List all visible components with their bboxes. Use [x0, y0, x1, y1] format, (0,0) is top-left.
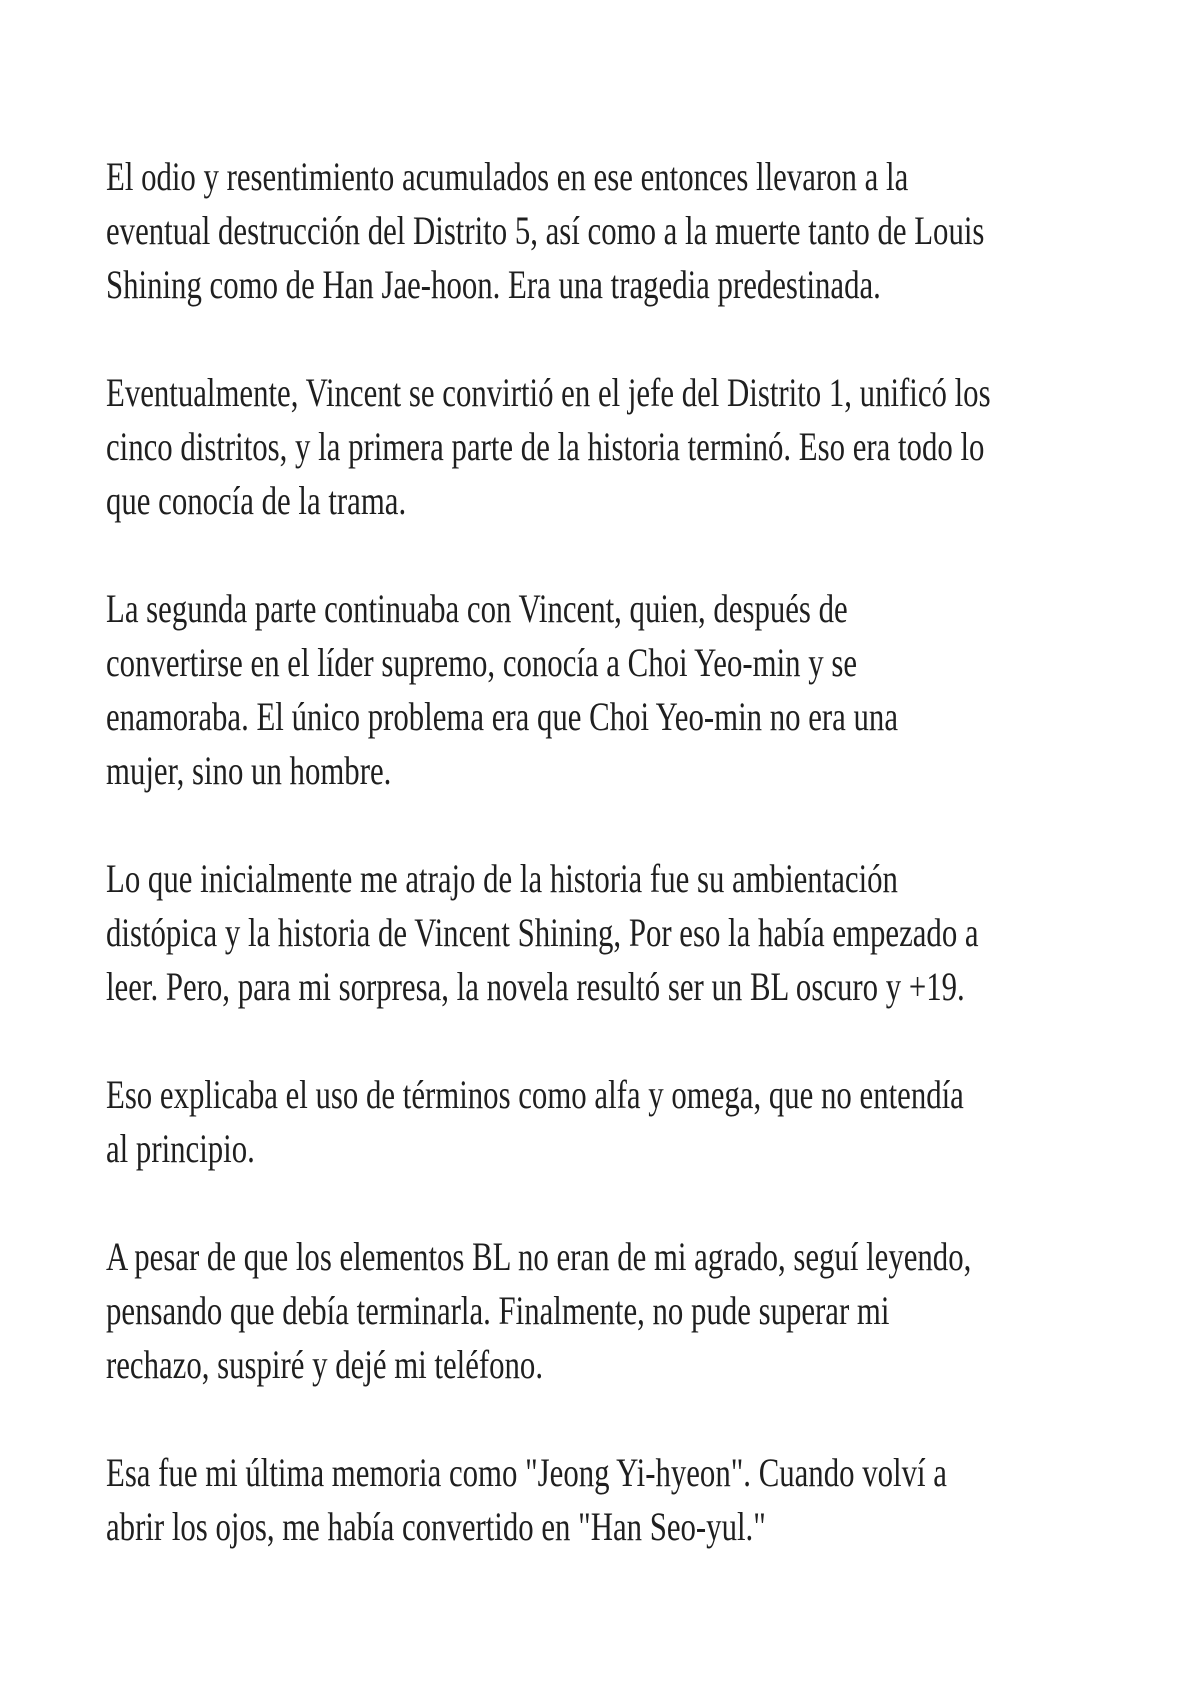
text-line: que conocía de la trama.: [106, 478, 407, 523]
text-line: Esa fue mi última memoria como "Jeong Yi-hyeon". Cuando volví a: [106, 1450, 947, 1495]
text-line: enamoraba. El único problema era que Choi Yeo-min no era una: [106, 694, 899, 739]
text-line: abrir los ojos, me había convertido en "Han Seo-yul.": [106, 1504, 766, 1549]
paragraph-5: [106, 1068, 991, 1176]
paragraph-1: [106, 150, 991, 312]
paragraph-6: [106, 1230, 991, 1392]
text-line: A pesar de que los elementos BL no eran de mi agrado, seguí leyendo,: [106, 1234, 972, 1279]
text-line: Lo que inicialmente me atrajo de la historia fue su ambientación: [106, 856, 898, 901]
text-line: rechazo, suspiré y dejé mi teléfono.: [106, 1342, 544, 1387]
text-line: El odio y resentimiento acumulados en ese entonces llevaron a la: [106, 154, 909, 199]
text-line: La segunda parte continuaba con Vincent, quien, después de: [106, 586, 848, 631]
text-line: leer. Pero, para mi sorpresa, la novela resultó ser un BL oscuro y +19.: [106, 964, 965, 1009]
text-line: cinco distritos, y la primera parte de la historia terminó. Eso era todo lo: [106, 424, 985, 469]
text-line: eventual destrucción del Distrito 5, así como a la muerte tanto de Louis: [106, 208, 985, 253]
page-text: [106, 150, 991, 1554]
text-line: Shining como de Han Jae-hoon. Era una tragedia predestinada.: [106, 262, 881, 307]
paragraph-2: [106, 366, 991, 528]
text-line: convertirse en el líder supremo, conocía a Choi Yeo-min y se: [106, 640, 857, 685]
paragraph-4: [106, 852, 991, 1014]
text-line: al principio.: [106, 1126, 255, 1171]
text-line: mujer, sino un hombre.: [106, 748, 392, 793]
paragraph-7: [106, 1446, 991, 1554]
text-line: pensando que debía terminarla. Finalmente, no pude superar mi: [106, 1288, 890, 1333]
text-line: distópica y la historia de Vincent Shining, Por eso la había empezado a: [106, 910, 979, 955]
text-line: Eso explicaba el uso de términos como alfa y omega, que no entendía: [106, 1072, 964, 1117]
text-line: Eventualmente, Vincent se convirtió en el jefe del Distrito 1, unificó los: [106, 370, 991, 415]
paragraph-3: [106, 582, 991, 798]
